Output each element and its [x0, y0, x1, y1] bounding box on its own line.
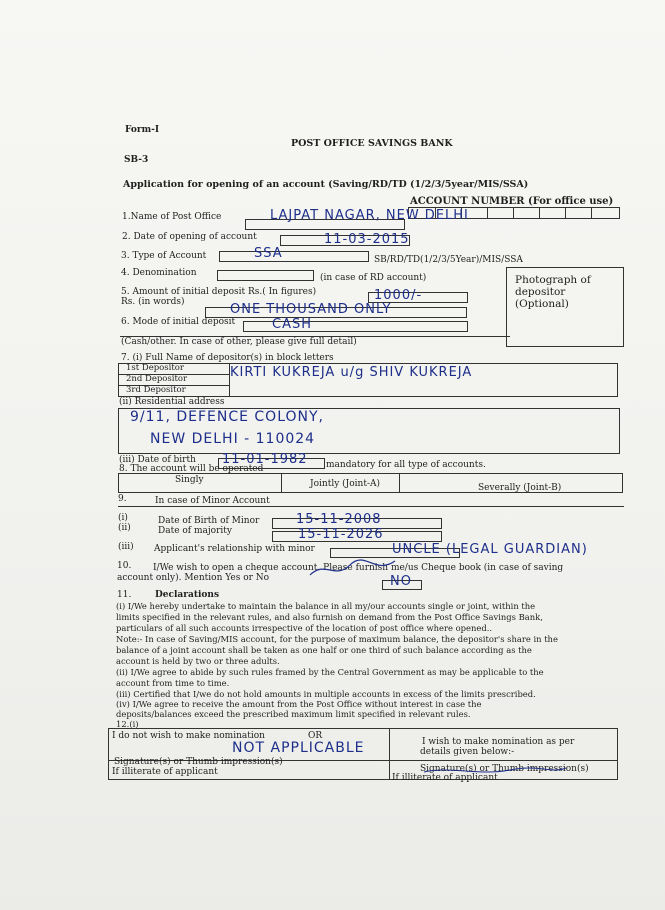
post-office-label: 1.Name of Post Office — [122, 212, 222, 222]
form-code: SB-3 — [124, 155, 149, 165]
operation-joint-b: Severally (Joint-B) — [478, 483, 562, 493]
photo-label-line3: (Optional) — [515, 298, 569, 310]
declaration-line: (i) I/We hereby undertake to maintain the balance in all my/our accounts single or joint, within the — [116, 601, 536, 611]
opening-date-value: 11-03-2015 — [324, 232, 410, 247]
operation-joint-a: Jointly (Joint-A) — [310, 479, 381, 489]
majority-label: Date of majority — [158, 526, 232, 536]
deposit-mode-value: CASH — [272, 317, 312, 332]
address-label: (ii) Residential address — [119, 397, 225, 407]
minor-dob-value: 15-11-2008 — [296, 512, 382, 527]
illiterate-left-label: If illiterate of applicant — [112, 767, 218, 777]
amount-label: 5. Amount of initial deposit Rs.( In figures) — [121, 287, 317, 297]
nomination-value: NOT APPLICABLE — [232, 740, 365, 756]
minor-dob-number: (i) — [118, 513, 128, 523]
relationship-number: (iii) — [118, 542, 134, 552]
deposit-mode-note: (Cash/other. In case of other, please give full detail) — [121, 337, 357, 347]
denomination-label: 4. Denomination — [121, 268, 197, 278]
signature-right-label: Signature(s) or Thumb impression(s) — [420, 764, 589, 774]
signature-mark — [305, 555, 415, 585]
amount-value: 1000/- — [374, 288, 423, 303]
nomination-or: OR — [308, 731, 323, 741]
form-number: Form-I — [125, 125, 160, 135]
post-office-value: LAJPAT NAGAR, NEW DELHI — [270, 208, 469, 223]
opening-date-label: 2. Date of opening of account — [122, 232, 257, 242]
amount-words-value: ONE THOUSAND ONLY — [230, 302, 392, 317]
cheque-number: 10. — [117, 561, 132, 571]
declaration-line: (iii) Certified that I/we do not hold amounts in multiple accounts in excess of the limits prescribed. — [116, 689, 536, 699]
nomination-right-line1: I wish to make nomination as per — [422, 737, 575, 747]
declaration-line: deposits/balances exceed the prescribed maximum limit specified in relevant rules. — [116, 709, 471, 719]
majority-number: (ii) — [118, 523, 131, 533]
dob-note: mandatory for all type of accounts. — [326, 460, 486, 470]
account-type-value: SSA — [254, 246, 283, 261]
declaration-line: account from time to time. — [116, 678, 230, 688]
dob-value: 11-01-1982 — [222, 452, 308, 467]
depositor-2-label: 2nd Depositor — [126, 374, 188, 384]
minor-dob-label: Date of Birth of Minor — [158, 516, 260, 526]
thumb-impression-mark — [420, 762, 570, 780]
depositor-name-value: KIRTI KUKREJA u/g SHIV KUKREJA — [230, 365, 473, 380]
photo-label-line2: depositor — [515, 286, 566, 298]
form-title: POST OFFICE SAVINGS BANK — [291, 138, 453, 149]
cheque-line2: account only). Mention Yes or No — [117, 573, 270, 583]
amount-words-label: Rs. (in words) — [121, 297, 185, 307]
declaration-line: (ii) I/We agree to abide by such rules framed by the Central Government as may be applicable to the — [116, 667, 544, 677]
cheque-line1: I/We wish to open a cheque account. Please furnish me/us Cheque book (in case of saving — [153, 563, 564, 573]
account-type-box — [219, 251, 369, 262]
relationship-label: Applicant's relationship with minor — [154, 544, 315, 554]
denomination-box — [217, 270, 314, 281]
declaration-line: (iv) I/We agree to receive the amount from the Post Office without interest in case the — [116, 699, 482, 709]
declaration-line: particulars of all such accounts irrespective of the location of post office where opened.. — [116, 623, 493, 633]
relationship-value: UNCLE (LEGAL GUARDIAN) — [392, 542, 588, 557]
illiterate-right-label: If illiterate of applicant — [392, 773, 498, 783]
dob-label: (iii) Date of birth — [119, 455, 196, 465]
address-line2: NEW DELHI - 110024 — [150, 431, 316, 447]
account-type-label: 3. Type of Account — [121, 251, 207, 261]
cheque-value: NO — [390, 574, 412, 589]
account-type-options: SB/RD/TD(1/2/3/5Year)/MIS/SSA — [374, 255, 523, 265]
declarations-heading: Declarations — [155, 590, 220, 600]
minor-heading: In case of Minor Account — [155, 496, 270, 506]
nomination-left-text: I do not wish to make nomination — [112, 731, 265, 741]
majority-value: 15-11-2026 — [298, 527, 384, 542]
signature-left-label: Signature(s) or Thumb impression(s) — [114, 757, 283, 767]
declarations-number: 11. — [117, 590, 132, 600]
declaration-line: balance of a joint account shall be taken as one half or one third of such balance according as the — [116, 645, 532, 655]
account-number-label: ACCOUNT NUMBER (For office use) — [410, 196, 614, 207]
declaration-line: Note:- In case of Saving/MIS account, for the purpose of maximum balance, the depositor's share in the — [116, 634, 558, 644]
address-line1: 9/11, DEFENCE COLONY, — [130, 409, 324, 425]
operation-heading: 8. The account will be operated — [119, 464, 264, 474]
declaration-line: limits specified in the relevant rules, and also furnish on demand from the Post Office Savings Bank, — [116, 612, 543, 622]
photo-label-line1: Photograph of — [515, 274, 591, 286]
operation-singly: Singly — [175, 475, 204, 485]
declaration-line: account is held by two or three adults. — [116, 656, 280, 666]
deposit-mode-label: 6. Mode of initial deposit — [121, 317, 236, 327]
denomination-note: (in case of RD account) — [320, 273, 427, 283]
depositor-1-label: 1st Depositor — [126, 363, 184, 373]
minor-number: 9. — [118, 494, 127, 504]
form-subtitle: Application for opening of an account (Saving/RD/TD (1/2/3/5year/MIS/SSA) — [123, 179, 529, 190]
depositor-heading: 7. (i) Full Name of depositor(s) in block letters — [121, 353, 334, 363]
depositor-3-label: 3rd Depositor — [126, 385, 186, 395]
declaration-line: 12.(i) — [116, 719, 139, 729]
nomination-right-line2: details given below:- — [420, 747, 515, 757]
